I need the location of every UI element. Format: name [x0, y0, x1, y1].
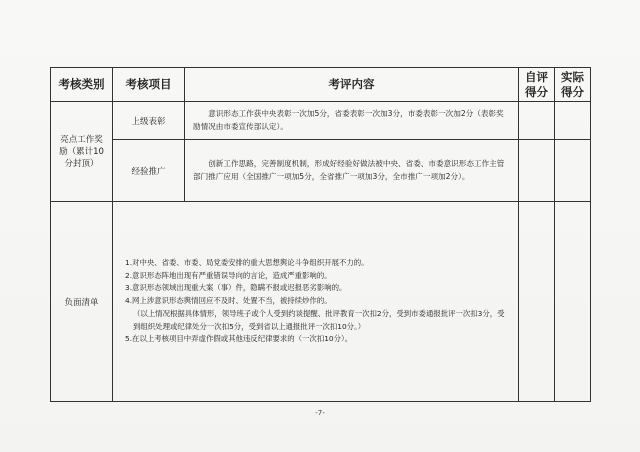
actual-score-cell[interactable]: [555, 202, 591, 402]
actual-score-cell[interactable]: [555, 102, 591, 140]
header-category: 考核类别: [51, 68, 113, 102]
item-experience-promotion: 经验推广: [113, 140, 185, 202]
table-row: [51, 202, 591, 402]
negative-category: 负面清单: [51, 202, 113, 402]
page-number: -7-: [315, 409, 325, 417]
table-row: [51, 140, 591, 202]
self-score-cell[interactable]: [519, 102, 555, 140]
negative-line: 2.意识形态阵地出现有严重错误导向的言论，造成严重影响的。: [125, 270, 332, 280]
item-higher-commendation: 上级表彰: [113, 102, 185, 140]
bonus-category: 亮点工作奖励（累计10分封顶）: [51, 102, 113, 202]
negative-line: 3.意识形态领域出现重大案（事）件，隐瞒不报或迟报恶劣影响的。: [125, 283, 347, 293]
negative-list-content: [113, 202, 519, 402]
header-self-score: 自评得分: [519, 68, 555, 102]
table-row: [51, 102, 591, 140]
header-item: 考核项目: [113, 68, 185, 102]
content-higher-commendation: 意识形态工作获中央表彰一次加5分，省委表彰一次加3分，市委表彰一次加2分（表彰奖励情况由市委宣传部认定）。: [185, 102, 519, 140]
self-score-cell[interactable]: [519, 140, 555, 202]
negative-line: 4.网上涉意识形态舆情回应不及时、处置不当，被持续炒作的。: [125, 296, 332, 306]
header-actual-score: 实际得分: [555, 68, 591, 102]
table-header-row: [51, 68, 591, 102]
negative-line: 5.在以上考核项目中弄虚作假或其他违反纪律要求的（一次扣10分）。: [125, 334, 353, 344]
actual-score-cell[interactable]: [555, 140, 591, 202]
evaluation-table: [50, 67, 591, 402]
content-experience-promotion: 创新工作思路，完善制度机制，形成好经验好做法被中央、省委、市委意识形态工作主管部门推广应用（全国推广一项加5分，全省推广一项加3分，全市推广一项加2分）。: [185, 140, 519, 202]
negative-line: 1.对中央、省委、市委、局党委安排的重大思想舆论斗争组织开展不力的。: [125, 257, 369, 267]
negative-line: （以上情况根据具体情形，领导班子或个人受到约谈提醒、批评教育一次扣2分，受到市委通报批评一次扣3分，受到组织处理或纪律处分一次扣5分，受到省以上通报批评一次扣10分。）: [133, 308, 505, 331]
self-score-cell[interactable]: [519, 202, 555, 402]
header-content: 考评内容: [185, 68, 519, 102]
